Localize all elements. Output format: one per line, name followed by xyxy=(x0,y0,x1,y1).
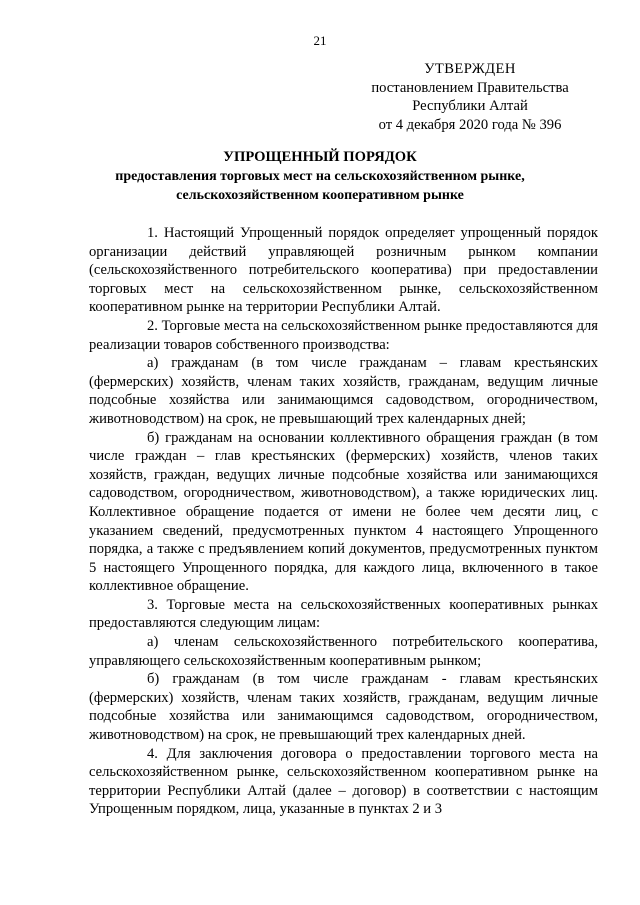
subtitle-line-1: предоставления торговых мест на сельскохозяйственном рынке, xyxy=(115,169,525,184)
paragraph-2: 2. Торговые места на сельскохозяйственном рынке предоставляются для реализации товаров собственного производства: xyxy=(89,317,598,353)
document-title: УПРОЩЕННЫЙ ПОРЯДОК xyxy=(223,149,417,165)
paragraph-1: 1. Настоящий Упрощенный порядок определяет упрощенный порядок организации действий управляющей розничным рынком компании (сельскохозяйственного потребительского кооператива) при предоставлении торговых мест на сельскохозяйственном рынке, сельскохозяйственном кооперативном рынке на территории Республики Алтай. xyxy=(89,225,598,316)
approval-line-2: Республики Алтай xyxy=(412,98,528,114)
subtitle-line-2: сельскохозяйственном кооперативном рынке xyxy=(176,187,464,203)
paragraph-3: 3. Торговые места на сельскохозяйственных кооперативных рынках предоставляются следующим лицам: xyxy=(89,596,598,632)
paragraph-2a: а) гражданам (в том числе гражданам – главам крестьянских (фермерских) хозяйств, членам таких хозяйств, гражданам, ведущим личные подсобные хозяйства или занимающимся садоводством, огородничеством, животноводством) на срок, не превышающий трех календарных дней; xyxy=(89,355,598,427)
document-subtitle xyxy=(0,168,640,205)
paragraph-3a: а) членам сельскохозяйственного потребительского кооператива, управляющего сельскохозяйственным кооперативным рынком; xyxy=(89,634,598,669)
page-number: 21 xyxy=(313,33,327,48)
paragraph-2b: б) гражданам на основании коллективного обращения граждан (в том числе граждан – глав крестьянских (фермерских) хозяйств, членов таких хозяйств, граждан, ведущих личные подсобные хозяйства или занимающихся садоводством, огородничеством, животноводством), а также юридических лиц. Коллективное обращение подается от имени не более чем десяти лиц, с указанием сведений, предусмотренных пунктом 4 настоящего Упрощенного порядка, а также с предъявлением копий документов, предусмотренных пунктом 5 настоящего Упрощенного порядка, для каждого лица, включенного в такое коллективное обращение. xyxy=(89,429,598,595)
approval-block xyxy=(360,60,580,134)
approval-line-1: постановлением Правительства xyxy=(371,79,569,96)
paragraph-3b: б) гражданам (в том числе гражданам - главам крестьянских (фермерских) хозяйств, членам таких хозяйств, гражданам, ведущим личные подсобные хозяйства или занимающимся садоводством, огородничеством, животноводством) на срок, не превышающий трех календарных дней. xyxy=(89,671,598,744)
document-body xyxy=(89,224,598,819)
approval-line-3: от 4 декабря 2020 года № 396 xyxy=(378,116,562,133)
paragraph-4: 4. Для заключения договора о предоставлении торгового места на сельскохозяйственном рынке, сельскохозяйственном кооперативном рынке на территории Республики Алтай (далее – договор) в соответствии с настоящим Упрощенным порядком, лица, указанные в пунктах 2 и 3 xyxy=(89,745,598,818)
approval-heading: УТВЕРЖДЕН xyxy=(424,61,516,77)
